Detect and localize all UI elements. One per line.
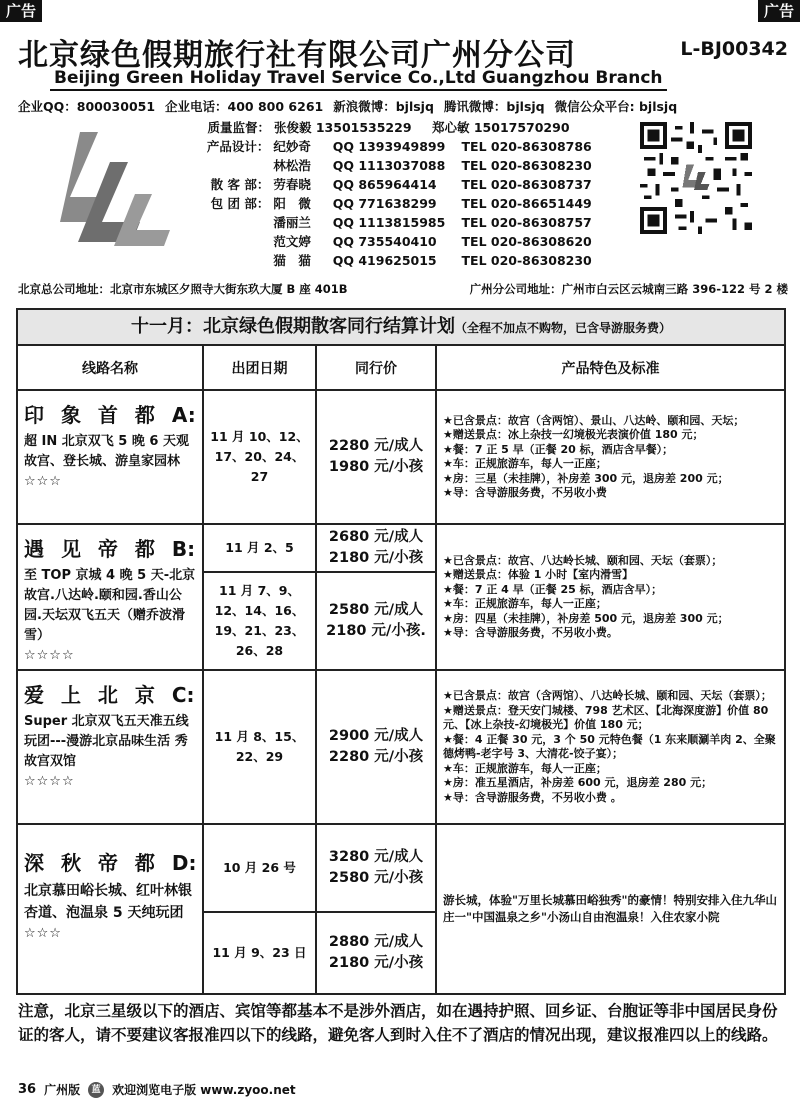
staff-role: 产品设计：: [206, 139, 270, 154]
route-price-cell: [317, 391, 437, 523]
staff-row: [200, 156, 620, 175]
price-block: [317, 911, 435, 993]
table-header: [18, 346, 784, 391]
route-price-cell: [317, 525, 437, 669]
header-route-name: 线路名称: [18, 346, 204, 389]
route-features: [437, 525, 784, 669]
staff-name: 劳春晓: [273, 177, 311, 192]
address-row: [18, 281, 788, 297]
adult-price: 3280 元/成人: [328, 849, 424, 865]
staff-directory: [200, 118, 620, 270]
staff-name: 猫 猫: [273, 253, 311, 268]
quality-contact-b: 郑心敏 15017570290: [432, 120, 570, 135]
route-rating: ☆☆☆: [24, 926, 62, 941]
plan-title-text: 十一月：北京绿色假期散客同行结算计划: [130, 316, 455, 337]
route-title: 遇 见 帝 都: [24, 537, 160, 561]
guangzhou-address: 广州分公司地址：广州市白云区云城南三路 396-122 号 2 楼: [469, 282, 788, 296]
child-price: 2580 元/小孩: [328, 870, 424, 886]
feature-line: ★已含景点：故宫、八达岭长城、颐和园、天坛（套票）；: [443, 553, 723, 567]
staff-role: [200, 213, 269, 232]
adult-price: 2900 元/成人: [328, 728, 424, 744]
route-name-cell: [18, 671, 204, 823]
price-block: [317, 525, 435, 571]
feature-line: ★导：含导游服务费，不另收小费。: [443, 626, 618, 639]
route-name: [24, 847, 196, 876]
route-rating: ☆☆☆: [24, 474, 62, 489]
route-dates: 11 月 10、12、17、20、24、27: [204, 391, 317, 523]
route-features: [437, 391, 784, 523]
header-trade-price: 同行价: [317, 346, 437, 389]
staff-row: [200, 194, 620, 213]
route-dates: 11 月 2、5: [225, 540, 294, 555]
feature-line: ★导：含导游服务费，不另收小费 。: [443, 790, 622, 804]
header-features: 产品特色及标准: [561, 360, 660, 377]
route-title: 深 秋 帝 都: [24, 851, 160, 875]
route-row-c: [18, 671, 784, 825]
feature-line: ★房：准五星酒店，补房差 600 元，退房差 280 元；: [443, 776, 713, 789]
contact-tencent-weibo: 腾讯微博：bjlsjq: [443, 99, 545, 114]
contact-row: [18, 97, 788, 115]
staff-name: 潘丽兰: [273, 215, 311, 230]
feature-line: ★已含景点：故宫（含两馆）、八达岭长城、颐和园、天坛（套票）；: [443, 689, 772, 702]
feature-line: ★赠送景点：体验 1 小时【室内滑雪】: [443, 568, 634, 581]
route-suffix: B:: [171, 537, 196, 561]
staff-tel: TEL 020-86308230: [461, 158, 592, 173]
qr-code-icon[interactable]: [640, 122, 752, 234]
route-description: 超 IN 北京双飞 5 晚 6 天观故宫、登长城、游皇家园林: [24, 434, 189, 469]
route-suffix: C:: [171, 683, 195, 707]
feature-line: ★赠送景点：冰上杂技一幻境极光表演价值 180 元；: [443, 428, 704, 441]
staff-qq: QQ 1393949899: [332, 139, 446, 154]
staff-role: 质量监督：: [207, 120, 270, 135]
feature-line: ★房：四星（未挂牌），补房差 500 元，退房差 300 元；: [443, 611, 729, 625]
child-price: 2280 元/小孩: [328, 749, 424, 765]
plan-title-note: （全程不加点不购物，已含导游服务费）: [454, 321, 671, 335]
staff-role: [200, 156, 269, 175]
route-dates: 10 月 26 号: [223, 860, 296, 875]
staff-name: 纪妙奇: [273, 139, 311, 154]
route-description: 北京慕田峪长城、红叶林银杏道、泡温泉 5 天纯玩团: [24, 883, 192, 921]
plan-title: [18, 310, 784, 346]
feature-line: ★车：正规旅游车，每人一正座；: [443, 457, 607, 470]
route-rating: ☆☆☆☆: [24, 648, 75, 663]
feature-line: ★餐：7 正 4 早（正餐 25 标，酒店含早）；: [443, 582, 663, 596]
contact-phone: 企业电话：400 800 6261: [165, 99, 324, 114]
route-row-d: [18, 825, 784, 993]
feature-line: ★已含景点：故宫（含两馆）、景山、八达岭、颐和园、天坛；: [443, 413, 745, 427]
child-price: 2180 元/小孩: [328, 550, 424, 566]
staff-row: [200, 175, 620, 194]
feature-line: ★车：正规旅游车，每人一正座；: [443, 597, 607, 610]
quality-row: [200, 118, 620, 137]
route-suffix: D:: [171, 851, 197, 875]
feature-line: 游长城，体验"万里长城慕田峪独秀"的豪情！特别安排入住九华山庄一"中国温泉之乡"小汤山自由泡温泉！入住农家小院: [443, 893, 777, 924]
quality-contact-a: 张俊毅 13501535229: [274, 120, 412, 135]
edition-badge-icon: 蓝: [88, 1082, 104, 1098]
staff-row: [200, 137, 620, 156]
feature-line: ★餐：7 正 5 早（正餐 20 标，酒店含早餐）；: [443, 442, 674, 456]
adult-price: 2280 元/成人: [328, 438, 424, 454]
price-block: [317, 571, 435, 669]
staff-row: [200, 232, 620, 251]
footer-slogan[interactable]: 欢迎浏览电子版 www.zyoo.net: [112, 1083, 296, 1097]
pricing-table: [16, 308, 786, 995]
staff-qq: QQ 865964414: [332, 177, 437, 192]
staff-name: 阳 微: [273, 196, 311, 211]
staff-role: 散 客 部：: [210, 177, 270, 192]
route-name-cell: [18, 525, 204, 669]
feature-line: ★房：三星（未挂牌），补房差 300 元，退房差 200 元；: [443, 471, 729, 485]
route-name: [24, 533, 196, 562]
route-features: [437, 825, 784, 993]
edition-label: 广州版: [44, 1083, 81, 1097]
child-price: 1980 元/小孩: [328, 459, 424, 475]
route-price-cell: [317, 825, 437, 993]
notice-text: 注意，北京三星级以下的酒店、宾馆等都基本不是涉外酒店，如在遇持护照、回乡证、台胞证等非中国居民身份证的客人，请不要建议客报准四以下的线路，避免客人到时入住不了酒店的情况出现，建议报准四以上的线路。: [18, 1002, 778, 1044]
page-footer: [18, 1081, 296, 1098]
route-name-cell: [18, 391, 204, 523]
staff-tel: TEL 020-86308230: [461, 253, 592, 268]
adult-price: 2580 元/成人: [328, 602, 424, 618]
contact-sina-weibo: 新浪微博：bjlsjq: [333, 99, 434, 114]
route-description: 至 TOP 京城 4 晚 5 天-北京故宫.八达岭.颐和园.香山公园.天坛双飞五天（赠乔波滑雪）: [24, 568, 196, 643]
route-name-cell: [18, 825, 204, 993]
route-dates: 11 月 9、23 日: [204, 911, 315, 993]
route-name: [24, 679, 196, 708]
ad-label-left: 广告: [0, 0, 42, 22]
staff-qq: QQ 771638299: [332, 196, 437, 211]
staff-row: [200, 213, 620, 232]
page-number: 36: [18, 1082, 37, 1097]
company-title-en: Beijing Green Holiday Travel Service Co.,Ltd Guangzhou Branch: [50, 68, 667, 91]
ad-label-right: 广告: [758, 0, 800, 22]
staff-role: 包 团 部：: [210, 196, 270, 211]
child-price: 2180 元/小孩: [328, 955, 424, 971]
staff-qq: QQ 419625015: [332, 253, 437, 268]
staff-tel: TEL 020-86308737: [461, 177, 592, 192]
contact-qq: 企业QQ：800030051: [18, 99, 156, 114]
staff-tel: TEL 020-86651449: [461, 196, 592, 211]
staff-tel: TEL 020-86308620: [461, 234, 592, 249]
company-logo-icon: [40, 122, 180, 262]
staff-tel: TEL 020-86308757: [461, 215, 592, 230]
contact-wechat: 微信公众平台: bjlsjq: [554, 99, 678, 114]
staff-name: 范文婷: [273, 234, 311, 249]
feature-line: ★导：含导游服务费，不另收小费: [443, 486, 607, 499]
staff-tel: TEL 020-86308786: [461, 139, 592, 154]
route-features: [437, 671, 784, 823]
route-suffix: A:: [171, 403, 196, 427]
route-title: 印 象 首 都: [24, 403, 160, 427]
staff-name: 林松浩: [273, 158, 311, 173]
staff-role: [200, 251, 269, 270]
feature-line: ★赠送景点：登天安门城楼、798 艺术区、【北海深度游】价值 80 元、【冰上杂技-幻境极光】价值 180 元；: [443, 703, 769, 731]
route-dates-cell: [204, 825, 317, 993]
feature-line: ★车：正规旅游车，每人一正座；: [443, 761, 607, 775]
staff-row: [200, 251, 620, 270]
route-row-b: [18, 525, 784, 671]
route-description: Super 北京双飞五天准五线玩团---漫游北京品味生活 秀故宫双馆: [24, 714, 189, 769]
route-title: 爱 上 北 京: [24, 683, 160, 707]
route-rating: ☆☆☆☆: [24, 774, 75, 789]
beijing-address: 北京总公司地址：北京市东城区夕照寺大街东玖大厦 B 座 401B: [18, 282, 348, 296]
staff-qq: QQ 1113815985: [332, 215, 446, 230]
route-dates: 11 月 7、9、12、14、16、19、21、23、26、28: [204, 571, 315, 669]
company-title-cn: 北京绿色假期旅行社有限公司广州分公司: [18, 38, 576, 73]
feature-line: ★餐：4 正餐 30 元，3 个 50 元特色餐（1 东来顺涮羊肉 2、全聚德烤鸭-老字号 3、大清花-饺子宴）；: [443, 732, 776, 760]
adult-price: 2880 元/成人: [328, 934, 424, 950]
price-block: [317, 825, 435, 911]
staff-qq: QQ 735540410: [332, 234, 437, 249]
child-price: 2180 元/小孩.: [326, 623, 426, 639]
header-departure-date: 出团日期: [204, 346, 317, 389]
staff-role: [200, 232, 269, 251]
route-dates: 11 月 8、15、22、29: [204, 671, 317, 823]
route-row-a: [18, 391, 784, 525]
staff-qq: QQ 1113037088: [332, 158, 446, 173]
adult-price: 2680 元/成人: [328, 529, 424, 545]
route-price-cell: [317, 671, 437, 823]
license-code: L-BJ00342: [680, 38, 788, 60]
route-name: [24, 399, 196, 428]
route-dates-cell: [204, 525, 317, 669]
